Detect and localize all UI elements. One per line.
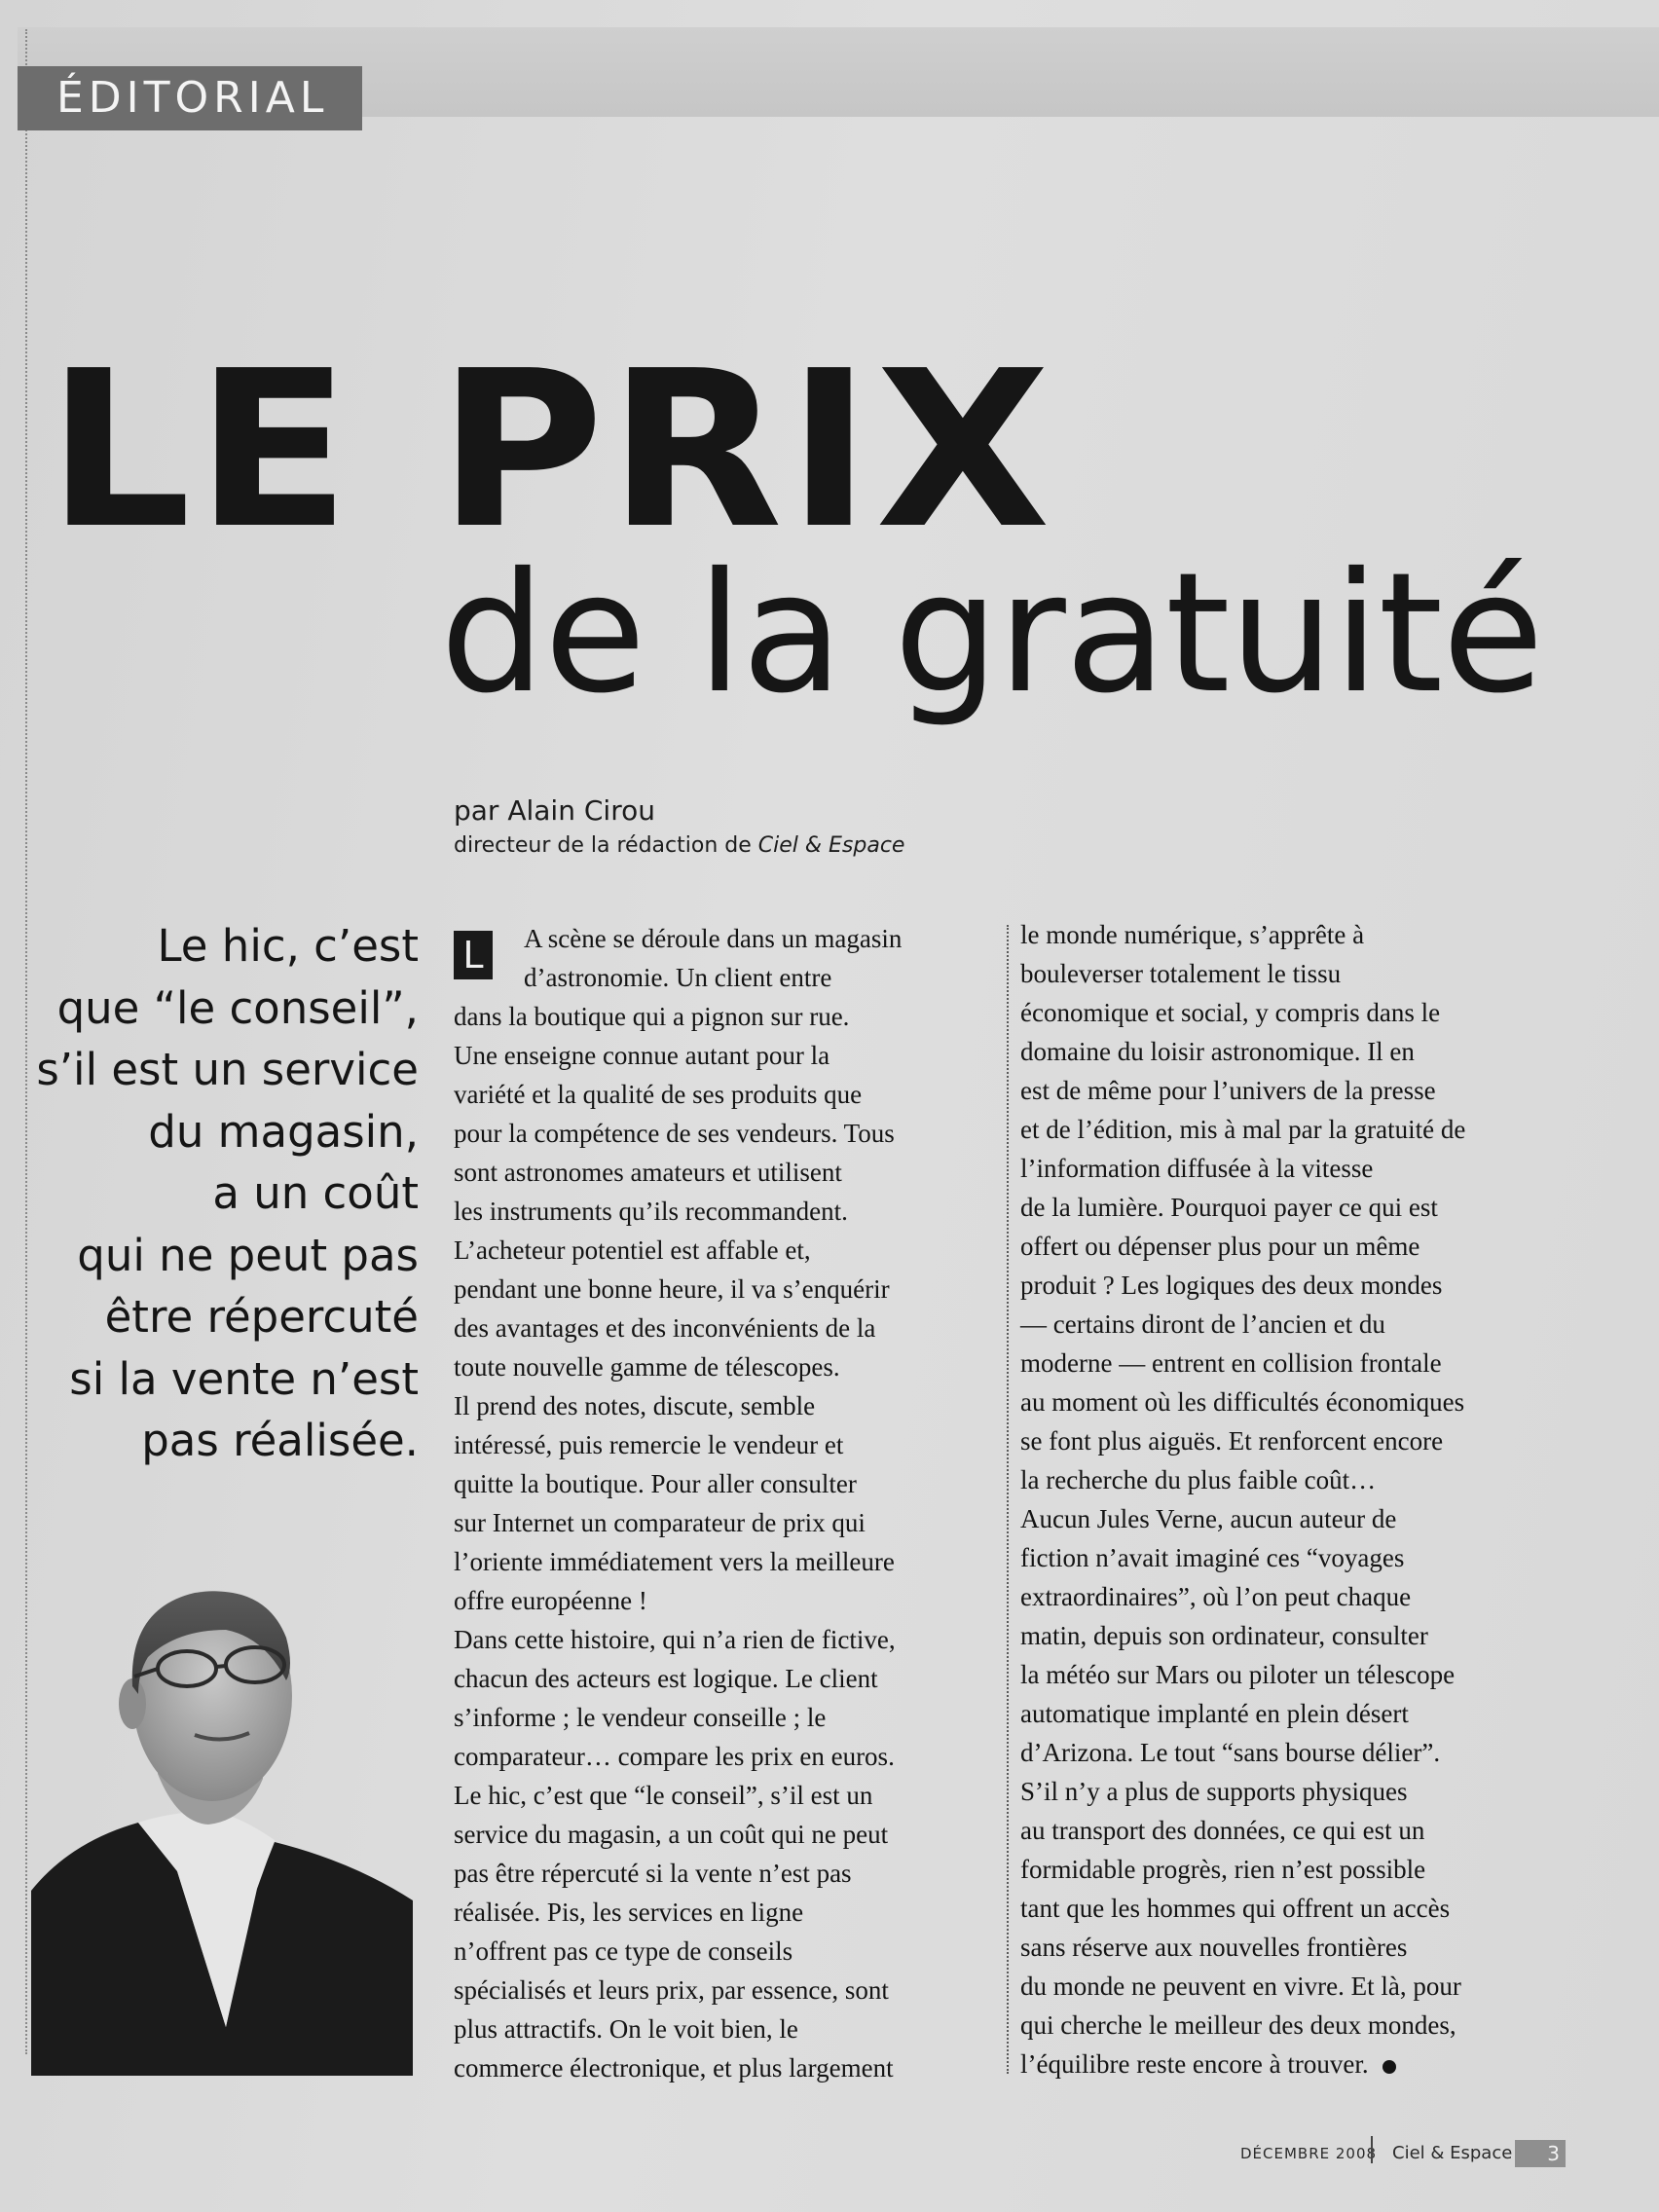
pull-quote-line: s’il est un service (36, 1044, 419, 1095)
article-line: des avantages et des inconvénients de la (454, 1313, 876, 1343)
pull-quote-line: qui ne peut pas (77, 1229, 419, 1281)
article-line: A scène se déroule dans un magasin (524, 924, 903, 953)
byline-author: par Alain Cirou (454, 794, 655, 827)
drop-cap: L (454, 931, 493, 979)
article-line: tant que les hommes qui offrent un accès (1020, 1894, 1451, 1923)
article-line: — certains diront de l’ancien et du (1020, 1309, 1385, 1339)
page-number: 3 (1515, 2140, 1566, 2167)
article-line: pas être répercuté si la vente n’est pas (454, 1859, 852, 1888)
article-line: automatique implanté en plein désert (1020, 1699, 1409, 1728)
article-line: n’offrent pas ce type de conseils (454, 1936, 793, 1966)
article-line: l’oriente immédiatement vers la meilleure (454, 1547, 895, 1576)
pull-quote-line: si la vente n’est (69, 1352, 419, 1405)
article-line: sans réserve aux nouvelles frontières (1020, 1933, 1408, 1962)
article-line: pour la compétence de ses vendeurs. Tous (454, 1119, 895, 1148)
article-line: commerce électronique, et plus largement (454, 2053, 894, 2083)
pull-quote-line: Le hic, c’est (157, 920, 419, 972)
article-line: sur Internet un comparateur de prix qui (454, 1508, 866, 1537)
article-line: chacun des acteurs est logique. Le client (454, 1664, 878, 1693)
article-column-2 (1020, 915, 1575, 2083)
article-line: service du magasin, a un coût qui ne peut (454, 1820, 889, 1849)
end-bullet-icon (1382, 2060, 1396, 2074)
pull-quote-line: pas réalisée. (141, 1415, 419, 1466)
article-line: d’astronomie. Un client entre (524, 963, 832, 992)
article-line: de la lumière. Pourquoi payer ce qui est (1020, 1193, 1438, 1222)
article-line: extraordinaires”, où l’on peut chaque (1020, 1582, 1412, 1611)
article-line: offert ou dépenser plus pour un même (1020, 1232, 1420, 1261)
article-line: fiction n’avait imaginé ces “voyages (1020, 1543, 1405, 1572)
article-line: comparateur… compare les prix en euros. (454, 1742, 895, 1771)
pull-quote-line: a un coût (212, 1167, 419, 1219)
article-line: matin, depuis son ordinateur, consulter (1020, 1621, 1428, 1650)
article-line: la recherche du plus faible coût… (1020, 1465, 1377, 1494)
article-line: domaine du loisir astronomique. Il en (1020, 1037, 1415, 1066)
article-line: et de l’édition, mis à mal par la gratuité de (1020, 1115, 1466, 1144)
article-line: réalisée. Pis, les services en ligne (454, 1898, 804, 1927)
article-line: du monde ne peuvent en vivre. Et là, pour (1020, 1972, 1461, 2001)
article-line: les instruments qu’ils recommandent. (454, 1197, 848, 1226)
article-line: Il prend des notes, discute, semble (454, 1391, 816, 1420)
article-line: formidable progrès, rien n’est possible (1020, 1855, 1426, 1884)
article-line: Dans cette histoire, qui n’a rien de fictive, (454, 1625, 896, 1654)
article-line: variété et la qualité de ses produits que (454, 1080, 863, 1109)
byline-role (454, 833, 904, 858)
article-line: s’informe ; le vendeur conseille ; le (454, 1703, 827, 1732)
headline-sub: de la gratuité (440, 537, 1543, 730)
footer-separator (1371, 2136, 1373, 2163)
byline-role-prefix: directeur de la rédaction de (454, 833, 758, 858)
article-line: le monde numérique, s’apprête à (1020, 920, 1365, 949)
article-line: bouleverser totalement le tissu (1020, 959, 1342, 988)
article-line: plus attractifs. On le voit bien, le (454, 2014, 798, 2044)
article-line: qui cherche le meilleur des deux mondes, (1020, 2010, 1456, 2040)
article-line: se font plus aiguës. Et renforcent encore (1020, 1426, 1444, 1456)
article-line: intéressé, puis remercie le vendeur et (454, 1430, 844, 1459)
footer-date: DÉCEMBRE 2008 (1240, 2145, 1378, 2162)
article-line: au moment où les difficultés économiques (1020, 1387, 1465, 1417)
byline-magazine: Ciel & Espace (757, 833, 905, 858)
article-line: offre européenne ! (454, 1586, 647, 1615)
article-line: sont astronomes amateurs et utilisent (454, 1158, 842, 1187)
article-line: quitte la boutique. Pour aller consulter (454, 1469, 857, 1498)
author-portrait-photo (31, 1579, 413, 2076)
article-line: l’information diffusée à la vitesse (1020, 1154, 1374, 1183)
section-label: ÉDITORIAL (18, 66, 362, 130)
article-line: est de même pour l’univers de la presse (1020, 1076, 1436, 1105)
footer-magazine: Ciel & Espace (1392, 2143, 1513, 2163)
article-line: la météo sur Mars ou piloter un télescope (1020, 1660, 1456, 1689)
headline-main: LE PRIX (47, 325, 1055, 576)
article-line: d’Arizona. Le tout “sans bourse délier”. (1020, 1738, 1441, 1767)
article-line: Aucun Jules Verne, aucun auteur de (1020, 1504, 1397, 1533)
article-line: Le hic, c’est que “le conseil”, s’il est un (454, 1781, 873, 1810)
article-line: Une enseigne connue autant pour la (454, 1041, 830, 1070)
article-line: pendant une bonne heure, il va s’enquérir (454, 1274, 890, 1304)
article-line: l’équilibre reste encore à trouver. (1020, 2045, 1575, 2083)
article-line: produit ? Les logiques des deux mondes (1020, 1271, 1443, 1300)
article-line: moderne — entrent en collision frontale (1020, 1348, 1442, 1378)
article-line: dans la boutique qui a pignon sur rue. (454, 1002, 850, 1031)
pull-quote-line: que “le conseil”, (56, 981, 419, 1034)
article-line: économique et social, y compris dans le (1020, 998, 1441, 1027)
column-divider (1007, 925, 1009, 2074)
pull-quote-line: du magasin, (148, 1105, 419, 1158)
article-line: L’acheteur potentiel est affable et, (454, 1235, 811, 1265)
pull-quote-line: être répercuté (104, 1291, 419, 1343)
article-line: au transport des données, ce qui est un (1020, 1816, 1425, 1845)
article-line: toute nouvelle gamme de télescopes. (454, 1352, 840, 1382)
article-line: S’il n’y a plus de supports physiques (1020, 1777, 1408, 1806)
article-line: spécialisés et leurs prix, par essence, sont (454, 1975, 889, 2005)
pull-quote (29, 915, 419, 1472)
page-margin-rule (25, 29, 27, 2054)
article-column-1 (454, 919, 999, 2087)
